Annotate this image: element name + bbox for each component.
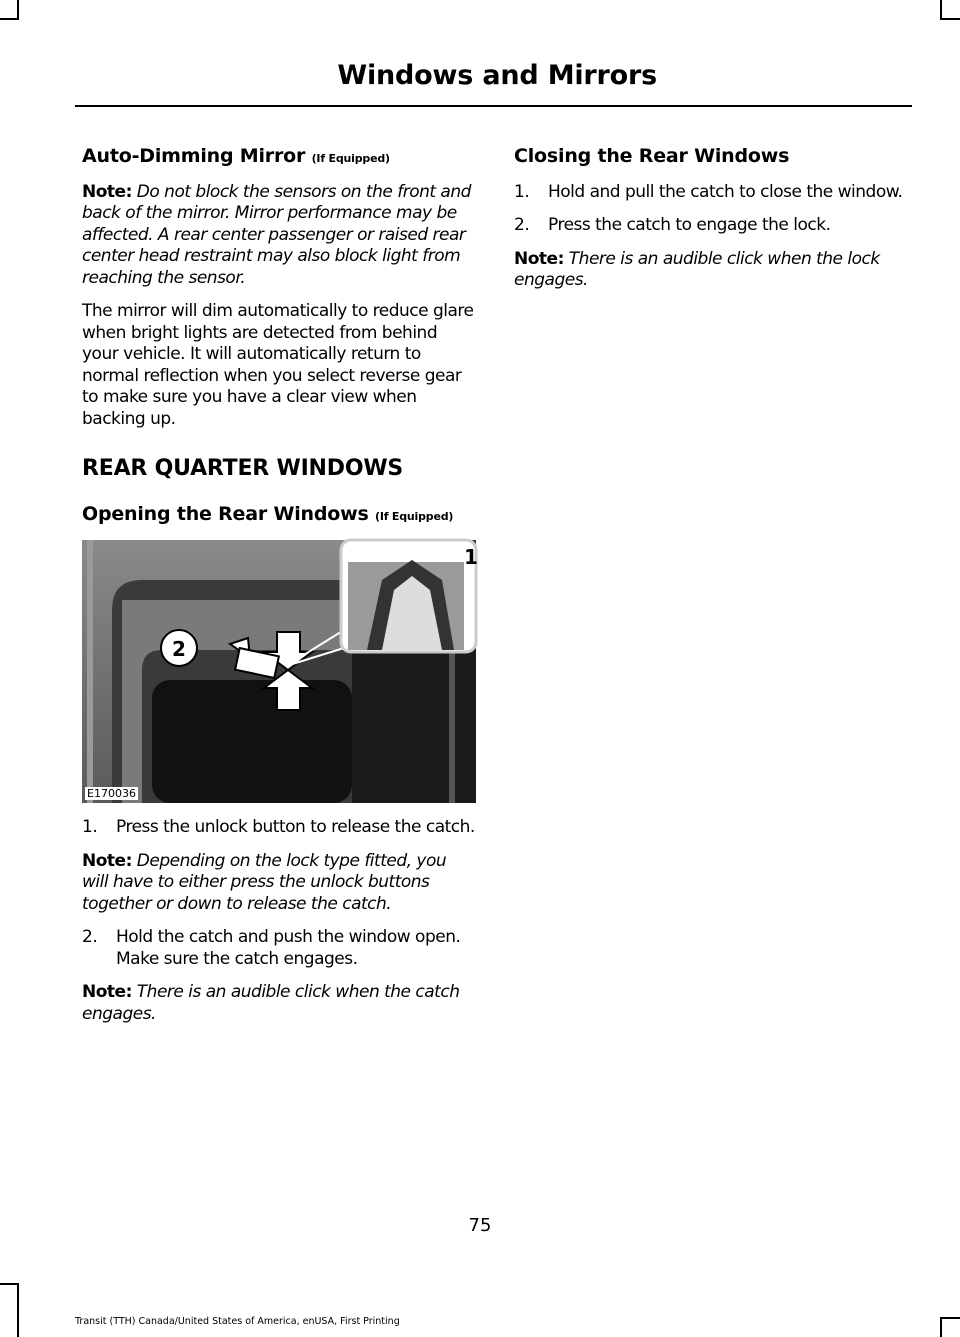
rear-window-illustration — [82, 540, 476, 803]
opening-heading-text: Opening the Rear Windows — [82, 503, 369, 526]
crop-mark — [940, 1317, 942, 1337]
closing-heading: Closing the Rear Windows — [514, 145, 790, 167]
crop-mark — [17, 0, 19, 20]
crop-mark — [940, 18, 960, 20]
header-rule — [75, 105, 912, 107]
crop-mark — [17, 1283, 19, 1337]
mirror-body: The mirror will dim automatically to reduce glare when bright lights are detected from behind your vehicle. It will automatically return to normal reflection when you select reverse gear to make sure you have a clear view when backing up. — [82, 301, 474, 429]
opening-heading-suffix: (If Equipped) — [375, 510, 454, 524]
note-paragraph — [82, 982, 477, 1025]
step-number: 2. — [82, 927, 98, 948]
list-item — [514, 215, 909, 237]
step-number: 1. — [514, 181, 530, 202]
note-text: Do not block the sensors on the front and back of the mirror. Mirror performance may be affected. A rear center passenger or raised rear center head restraint may also block light from reaching the sensor. — [82, 181, 471, 288]
page-number: 75 — [468, 1215, 492, 1236]
crop-mark — [0, 18, 19, 20]
note-text: Depending on the lock type fitted, you will have to either press the unlock buttons together or down to release the catch. — [82, 850, 447, 914]
section-heading: REAR QUARTER WINDOWS — [82, 456, 404, 482]
step-text: Hold the catch and push the window open. Make sure the catch engages. — [116, 927, 461, 969]
note-paragraph — [514, 249, 909, 292]
note-paragraph — [82, 851, 477, 916]
note-label: Note: — [514, 248, 564, 269]
list-item — [82, 817, 477, 839]
list-item — [514, 182, 909, 204]
mirror-note — [82, 182, 477, 290]
rear-window-figure — [82, 540, 476, 803]
left-column — [82, 145, 477, 1037]
mirror-heading — [82, 145, 477, 168]
note-text: There is an audible click when the lock engages. — [514, 248, 880, 291]
crop-mark — [0, 1283, 19, 1285]
note-label: Note: — [82, 982, 132, 1003]
mirror-heading-text: Auto-Dimming Mirror — [82, 145, 306, 167]
mirror-heading-suffix: (If Equipped) — [311, 152, 390, 165]
figure-code: E170036 — [87, 787, 136, 801]
step-text: Hold and pull the catch to close the window. — [548, 181, 903, 202]
right-column — [514, 145, 909, 304]
step-text: Press the catch to engage the lock. — [548, 215, 831, 236]
crop-mark — [940, 0, 942, 20]
note-label: Note: — [82, 850, 132, 871]
step-number: 2. — [514, 215, 530, 236]
callout-1: 1 — [464, 545, 478, 570]
opening-heading — [82, 503, 477, 526]
footer-text: Transit (TTH) Canada/United States of America, enUSA, First Printing — [75, 1316, 400, 1327]
note-label: Note: — [82, 181, 132, 202]
note-text: There is an audible click when the catch engages. — [82, 982, 460, 1024]
callout-2: 2 — [172, 637, 186, 662]
step-text: Press the unlock button to release the catch. — [116, 817, 475, 838]
step-number: 1. — [82, 817, 98, 838]
list-item — [82, 927, 477, 970]
page-header-title: Windows and Mirrors — [337, 60, 657, 91]
crop-mark — [940, 1317, 960, 1319]
